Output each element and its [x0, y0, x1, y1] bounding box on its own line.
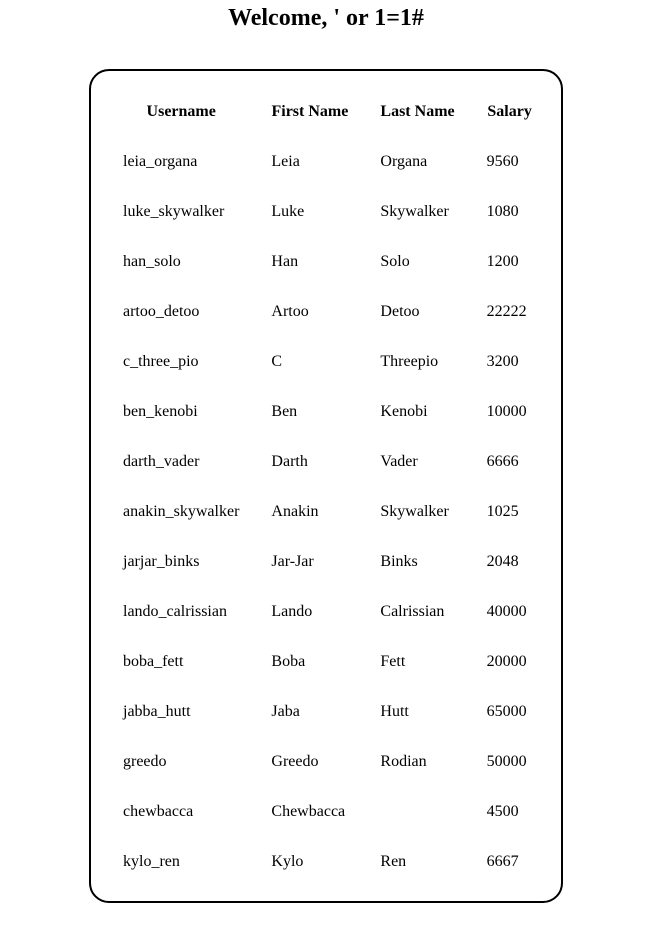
cell-salary: 20000: [486, 653, 527, 670]
cell-last-name: Skywalker: [380, 503, 449, 520]
table-row: [107, 437, 549, 487]
column-header-first-name: First Name: [271, 103, 349, 120]
cell-first-name: C: [271, 353, 283, 370]
table-row: [107, 687, 549, 737]
cell-first-name: Artoo: [271, 303, 309, 320]
table-row: [107, 487, 549, 537]
cell-salary: 9560: [486, 153, 519, 170]
table-row: [107, 387, 549, 437]
cell-first-name: Greedo: [271, 753, 319, 770]
cell-last-name: Ren: [380, 853, 407, 870]
page-title: Welcome, ' or 1=1#: [228, 5, 424, 31]
cell-username: kylo_ren: [123, 853, 180, 870]
cell-salary: 10000: [486, 403, 527, 420]
cell-first-name: Han: [271, 253, 299, 270]
cell-username: boba_fett: [123, 653, 184, 670]
cell-last-name: Organa: [380, 153, 428, 170]
column-header-username: Username: [146, 103, 216, 120]
column-header-last-name: Last Name: [380, 103, 455, 120]
cell-first-name: Jaba: [271, 703, 300, 720]
table-header-row: [107, 87, 549, 137]
users-table: [107, 87, 549, 887]
cell-first-name: Lando: [271, 603, 313, 620]
users-table-card: [89, 69, 563, 903]
table-row: [107, 637, 549, 687]
cell-username: c_three_pio: [123, 353, 199, 370]
cell-username: chewbacca: [123, 803, 194, 820]
cell-first-name: Anakin: [271, 503, 319, 520]
cell-username: han_solo: [123, 253, 181, 270]
cell-first-name: Boba: [271, 653, 306, 670]
cell-username: leia_organa: [123, 153, 198, 170]
table-row: [107, 587, 549, 637]
cell-username: luke_skywalker: [123, 203, 225, 220]
cell-last-name: [364, 787, 470, 837]
cell-salary: 65000: [486, 703, 527, 720]
table-row: [107, 187, 549, 237]
cell-last-name: Hutt: [380, 703, 409, 720]
cell-salary: 1025: [486, 503, 519, 520]
cell-username: lando_calrissian: [123, 603, 227, 620]
cell-salary: 6667: [486, 853, 519, 870]
cell-first-name: Darth: [271, 453, 308, 470]
cell-first-name: Kylo: [271, 853, 304, 870]
cell-first-name: Luke: [271, 203, 305, 220]
table-row: [107, 787, 549, 837]
cell-username: jarjar_binks: [123, 553, 200, 570]
cell-username: anakin_skywalker: [123, 503, 240, 520]
cell-last-name: Skywalker: [380, 203, 449, 220]
cell-salary: 1080: [486, 203, 519, 220]
table-row: [107, 837, 549, 887]
cell-salary: 22222: [486, 303, 527, 320]
cell-last-name: Binks: [380, 553, 418, 570]
table-row: [107, 137, 549, 187]
cell-last-name: Solo: [380, 253, 410, 270]
table-row: [107, 737, 549, 787]
cell-username: greedo: [123, 753, 167, 770]
cell-last-name: Fett: [380, 653, 406, 670]
cell-last-name: Kenobi: [380, 403, 428, 420]
table-row: [107, 537, 549, 587]
cell-username: jabba_hutt: [123, 703, 191, 720]
cell-salary: 4500: [486, 803, 519, 820]
cell-username: ben_kenobi: [123, 403, 198, 420]
cell-first-name: Leia: [271, 153, 300, 170]
cell-salary: 6666: [486, 453, 519, 470]
cell-salary: 50000: [486, 753, 527, 770]
cell-salary: 3200: [486, 353, 519, 370]
cell-last-name: Rodian: [380, 753, 427, 770]
cell-first-name: Jar-Jar: [271, 553, 314, 570]
cell-username: artoo_detoo: [123, 303, 200, 320]
table-row: [107, 337, 549, 387]
cell-salary: 1200: [486, 253, 519, 270]
table-row: [107, 287, 549, 337]
table-row: [107, 237, 549, 287]
cell-last-name: Vader: [380, 453, 418, 470]
cell-last-name: Calrissian: [380, 603, 445, 620]
cell-last-name: Threepio: [380, 353, 439, 370]
cell-first-name: Ben: [271, 403, 298, 420]
cell-last-name: Detoo: [380, 303, 420, 320]
cell-salary: 40000: [486, 603, 527, 620]
column-header-salary: Salary: [487, 103, 532, 120]
cell-salary: 2048: [486, 553, 519, 570]
cell-first-name: Chewbacca: [271, 803, 346, 820]
cell-username: darth_vader: [123, 453, 200, 470]
